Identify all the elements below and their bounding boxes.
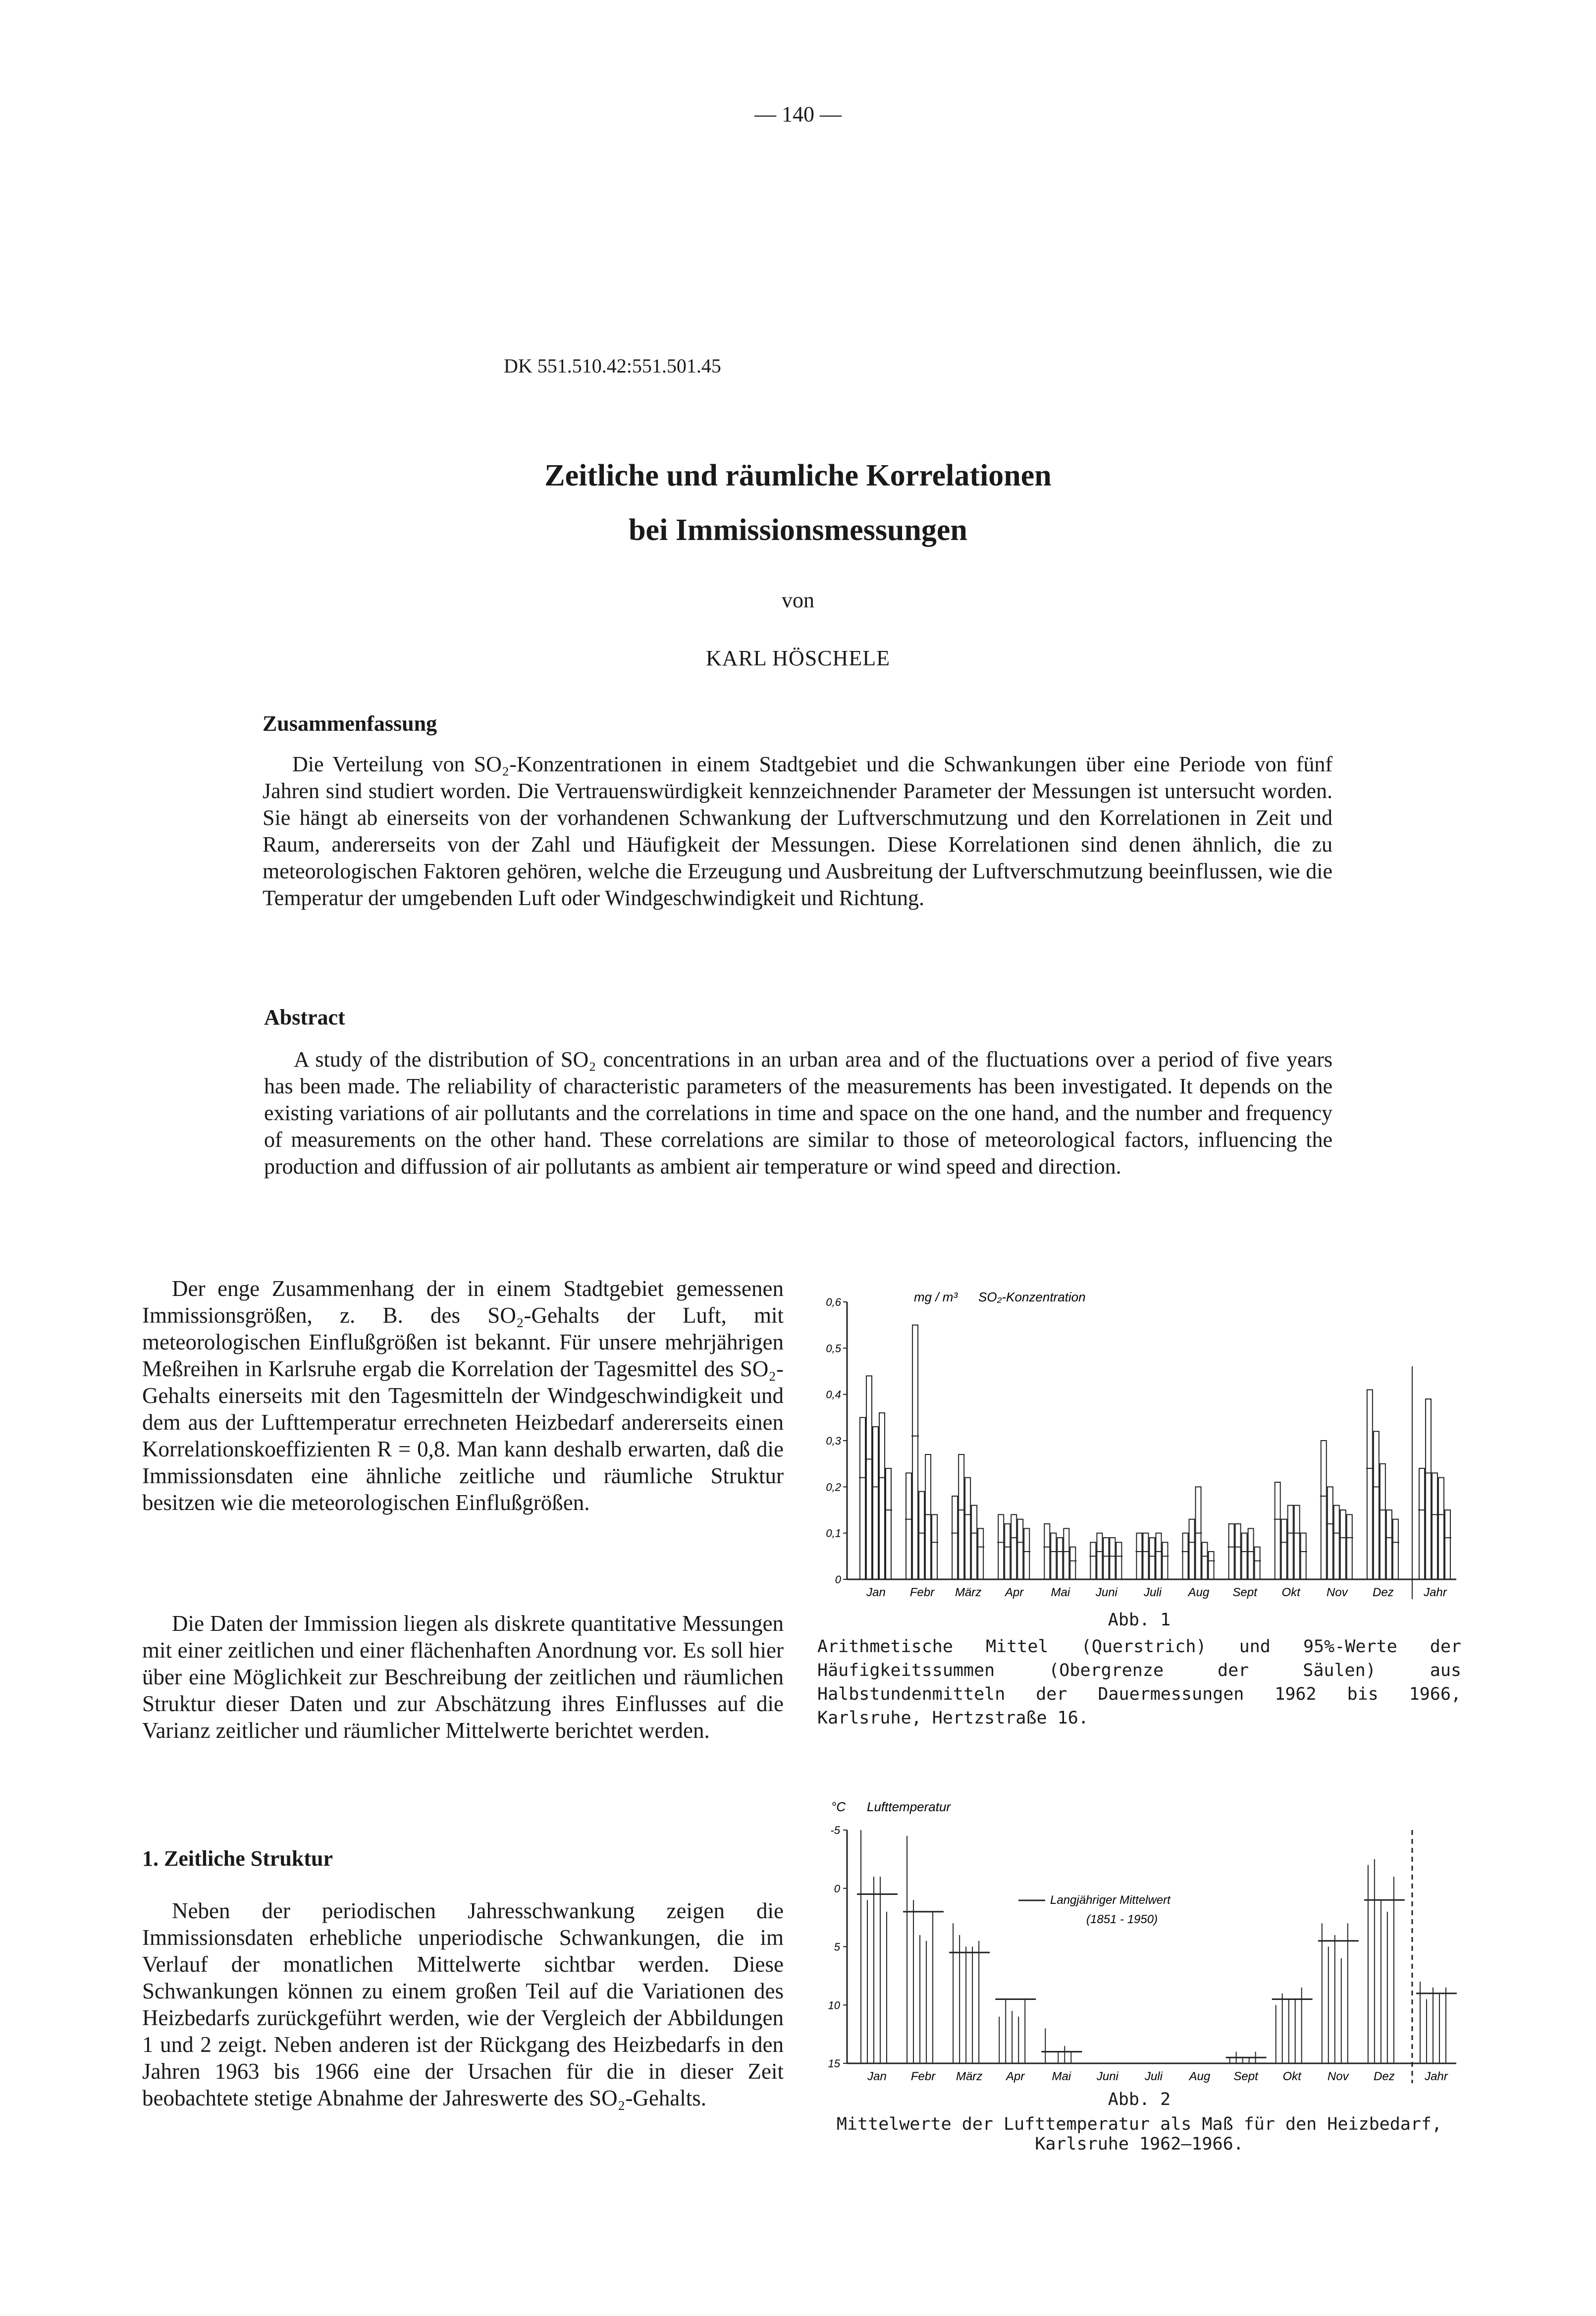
figure-1-y-tick-label: 0,1 [826,1527,841,1540]
figure-1-bar [886,1468,891,1579]
figure-1-bar [1438,1478,1444,1579]
figure-2-y-tick-label: -5 [830,1824,840,1836]
author-name: KARL HÖSCHELE [706,646,890,670]
body-paragraph-2: Die Daten der Immission liegen als diskrete quantitative Messungen mit einer zeitlichen und einer flächenhaften Anordnung vor. Es soll hier über eine Möglichkeit zur Beschreibung der zeitlichen und räumlichen Struktur dieser Daten und zur Abschätzung ihres Einflusses auf die Varianz zeitlicher und räumlicher Mittelwerte berichtet werden. [142,1611,784,1743]
body-paragraph-3: Neben der periodischen Jahresschwankung zeigen die Immissionsdaten erhebliche unperiodische Schwankungen, die im Verlauf der monatlichen Mittelwerte sichtbar werden. Diese Schwankungen können zu einem großen Teil auf die Variationen des Heizbedarfs zurückgeführt werden, wie der Vergleich der Abbildungen 1 und 2 zeigt. Neben anderen ist der Rückgang des Heizbedarfs in den Jahren 1963 bis 1966 eine der Ursachen für die in dieser Zeit beobachtete stetige Abnahme der Jahreswerte des SO₂-Gehalts. [142,1898,784,2110]
figure-1-x-tick-label: Apr [1005,1586,1024,1599]
figure-1-y-tick-label: 0,5 [826,1342,841,1355]
figure-2-x-tick-label: Nov [1327,2070,1349,2083]
figure-2-x-tick-label: März [956,2070,983,2083]
figure-2-y-tick-label: 10 [828,1999,840,2012]
figure-1-bar [1005,1524,1010,1579]
figure-1-x-tick-label: Jahr [1424,1586,1447,1599]
figure-1-bar [1097,1533,1102,1579]
figure-1-bar [1334,1506,1339,1579]
figure-2-label: Abb. 2 [1108,2090,1171,2109]
figure-2-axes [828,1824,1456,2070]
figure-2-chart [812,1793,1466,2086]
figure-1-bar [1011,1514,1016,1579]
figure-1-bar [1103,1538,1109,1579]
figure-1-bar [1024,1528,1029,1579]
figure-1-bar [1209,1552,1214,1579]
figure-1-bar [1386,1510,1392,1579]
figure-1-bar [866,1376,872,1579]
byline-von: von [782,588,814,612]
figure-1-bar [1301,1533,1306,1579]
abstract-text: A study of the distribution of SO₂ concentrations in an urban area and of the fluctuations over a period of five years has been made. The reliability of characteristic parameters of the measurements has been investigated. It depends on the existing variations of air pollutants and the correlations in time and space on the one hand, and the number and frequency of measurements on the other hand. These correlations are similar to those of meteorological factors, influencing the production and diffussion of air pollutants as ambient air temperature or wind speed and direction. [264,1047,1332,1179]
figure-1-bar [1116,1542,1121,1579]
figure-1-x-tick-label: Jan [866,1586,886,1599]
figure-2-title: Lufttemperatur [867,1799,951,1814]
figure-2-x-tick-label: Mai [1052,2070,1071,2083]
figure-1-bar [925,1454,931,1579]
abstract-heading: Abstract [264,1005,345,1029]
figure-1-y-tick-label: 0 [835,1573,841,1586]
figure-1-bar [879,1413,885,1579]
figure-1-bar [1340,1510,1346,1579]
figure-1-x-tick-label: Juli [1143,1586,1162,1599]
figure-1-bar [998,1514,1004,1579]
figure-1-x-tick-label: Mai [1051,1586,1070,1599]
figure-1-bar [978,1528,983,1579]
figure-1-y-tick-label: 0,2 [826,1481,841,1494]
figure-1-x-tick-label: Okt [1281,1586,1300,1599]
figure-1-bar [873,1427,878,1579]
figure-1-label: Abb. 1 [1108,1610,1171,1630]
classification-code: DK 551.510.42:551.501.45 [504,355,721,377]
figure-1-bar [912,1325,918,1579]
figure-1-bar [1321,1441,1327,1579]
zusammenfassung-heading: Zusammenfassung [263,711,437,736]
figure-1-bar [919,1492,924,1579]
figure-1-title: SO₂-Konzentration [978,1290,1086,1304]
figure-1-y-tick-label: 0,4 [826,1388,841,1401]
figure-1-chart [812,1273,1466,1605]
figure-1-bar [1070,1547,1075,1579]
figure-1-bar [1419,1468,1425,1579]
figure-1-bar [1057,1538,1063,1579]
figure-1-bars [859,1325,1451,1599]
figure-1-x-tick-label: Dez [1373,1586,1394,1599]
figure-1-bar [1202,1542,1208,1579]
figure-1-bar [906,1473,911,1579]
figure-1-x-tick-label: Sept [1232,1586,1257,1599]
figure-2-x-tick-label: Dez [1374,2070,1395,2083]
figure-2-legend-text: Langjähriger Mittelwert [1050,1893,1170,1907]
figure-1-bar [1162,1542,1168,1579]
body-paragraph-1: Der enge Zusammenhang der in einem Stadtgebiet gemessenen Immissionsgrößen, z. B. des SO₂-Gehalts der Luft, mit meteorologischen Einflußgrößen ist bekannt. Für unsere mehrjährigen Meßreihen in Karlsruhe ergab die Korrelation der Tagesmittel des SO₂-Gehalts einerseits mit den Tagesmitteln der Windgeschwindigkeit und dem aus der Lufttemperatur errechneten Heizbedarf andererseits einen Korrelationskoeffizienten R = 0,8. Man kann deshalb erwarten, daß die Immissionsdaten eine ähnliche zeitliche und räumliche Struktur besitzen wie die meteorologischen Einflußgrößen. [142,1276,784,1515]
figure-2-caption: Mittelwerte der Lufttemperatur als Maß für den Heizbedarf, Karlsruhe 1962—1966. [836,2114,1442,2154]
figure-1-bar [1248,1528,1254,1579]
figure-2-y-tick-label: 5 [834,1940,840,1953]
page-number: — 140 — [754,102,842,126]
figure-1-unit-label: mg / m³ [914,1290,958,1304]
figure-1-bar [971,1506,977,1579]
figure-1-y-tick-label: 0,6 [826,1296,841,1308]
figure-2-x-tick-label: Aug [1189,2070,1211,2083]
figure-1-bar [1183,1533,1188,1579]
figure-1-bar [1294,1506,1300,1579]
figure-1-x-tick-label: März [955,1586,982,1599]
figure-2-y-tick-label: 0 [834,1882,840,1895]
figure-1-bar [1445,1510,1450,1579]
figure-1-bar [1051,1533,1056,1579]
figure-1-bar [1393,1519,1398,1579]
figure-1-y-tick-label: 0,3 [826,1435,841,1447]
figure-1-bar [1242,1533,1247,1579]
figure-1-bar [932,1514,937,1579]
figure-1-bar [1229,1524,1234,1579]
figure-1-bar [1255,1547,1260,1579]
section-heading: 1. Zeitliche Struktur [142,1846,333,1871]
figure-1-bar [1189,1519,1195,1579]
figure-1-bar [1110,1538,1115,1579]
figure-1-bar [1328,1487,1333,1579]
figure-1-bar [965,1478,970,1579]
figure-1-bar [1064,1528,1069,1579]
figure-1-bar [1275,1482,1280,1579]
title-line-1: Zeitliche und räumliche Korrelationen [544,459,1052,492]
figure-1-bar [1044,1524,1050,1579]
figure-1-bar [1090,1542,1096,1579]
figure-1-bar [1143,1533,1148,1579]
figure-1-bar [1432,1473,1437,1579]
figure-1-bar [1281,1519,1287,1579]
figure-1-bar [1136,1533,1142,1579]
figure-1-bar [1374,1431,1379,1579]
figure-2-y-tick-label: 15 [828,2057,840,2070]
figure-1-caption: Arithmetische Mittel (Querstrich) und 95%-Werte der Häufigkeitssummen (Obergrenze der Säulen) aus Halbstundenmitteln der Dauermessungen 1962 bis 1966, Karlsruhe, Hertzstraße 16. [817,1637,1461,1728]
figure-1-bar [1367,1390,1373,1579]
figure-1-x-tick-label: Juni [1095,1586,1117,1599]
figure-1-bar [1156,1533,1161,1579]
figure-2-x-tick-label: Apr [1006,2070,1025,2083]
figure-2-x-tick-label: Okt [1282,2070,1301,2083]
figure-1-x-tick-label: Aug [1188,1586,1210,1599]
figure-1-axes [826,1296,1456,1586]
title-line-2: bei Immissionsmessungen [629,513,967,547]
figure-2-x-tick-label: Sept [1233,2070,1258,2083]
zusammenfassung-text: Die Verteilung von SO₂-Konzentrationen in einem Stadtgebiet und die Schwankungen über eine Periode von fünf Jahren sind studiert worden. Die Vertrauenswürdigkeit kennzeichnender Parameter der Messungen ist untersucht worden. Sie hängt ab einerseits von der vorhandenen Schwankung der Luftverschmutzung und den Korrelationen in Zeit und Raum, andererseits von der Zahl und Häufigkeit der Messungen. Diese Korrelationen sind denen ähnlich, die zu meteorologischen Faktoren gehören, welche die Erzeugung und Ausbreitung der Luftverschmutzung beeinflussen, wie die Temperatur der umgebenden Luft oder Windgeschwindigkeit und Richtung. [263,752,1332,910]
figure-1-bar [952,1496,958,1579]
figure-2-bars [857,1830,1457,2083]
figure-1-bar [860,1417,865,1579]
figure-2-x-tick-label: Juni [1096,2070,1118,2083]
figure-1-bar [1426,1399,1431,1579]
figure-1-bar [1288,1506,1293,1579]
figure-2-x-tick-label: Juli [1144,2070,1163,2083]
figure-1-bar [1017,1519,1023,1579]
figure-1-bar [1235,1524,1241,1579]
figure-2-x-tick-label: Jahr [1425,2070,1448,2083]
figure-2-unit-label: °C [831,1799,846,1814]
figure-2-x-tick-label: Jan [867,2070,887,2083]
figure-1-bar [1380,1464,1385,1579]
figure-1-x-tick-label: Nov [1326,1586,1348,1599]
figure-1-bar [1347,1514,1352,1579]
figure-1-bar [958,1454,964,1579]
figure-2-x-tick-label: Febr [910,2070,936,2083]
figure-1-bar [1149,1538,1155,1579]
figure-2-legend-period: (1851 - 1950) [1086,1913,1158,1926]
figure-1-x-tick-label: Febr [909,1586,935,1599]
